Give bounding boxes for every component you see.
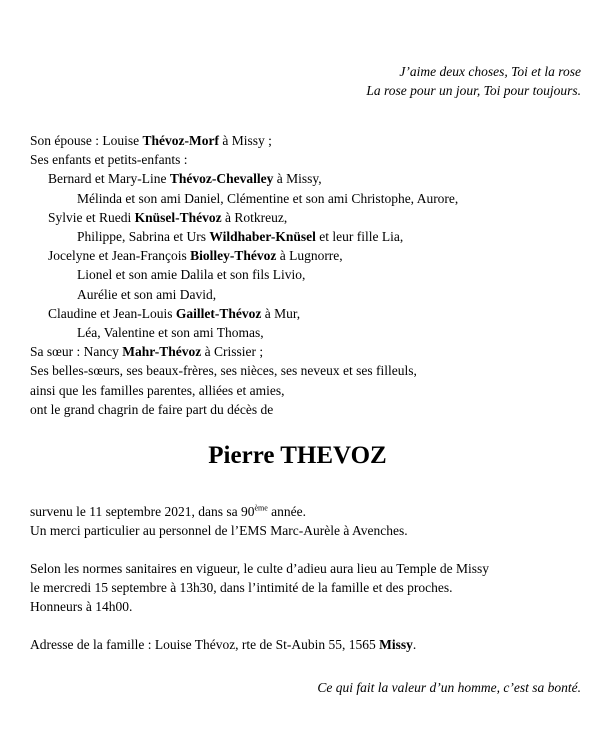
ceremony-line-1: Selon les normes sanitaires en vigueur, le culte d’adieu aura lieu au Temple de Missy (30, 561, 490, 576)
sister-name: Mahr-Thévoz (122, 344, 202, 360)
child-1-line (30, 169, 580, 188)
closing-quote: Ce qui fait la valeur d’un homme, c’est sa bonté. (317, 680, 581, 695)
spouse-suffix: à Missy ; (218, 133, 272, 148)
death-date-suffix: année. (267, 504, 307, 519)
spouse-line (30, 131, 580, 150)
honours-line: Honneurs à 14h00. (30, 599, 133, 614)
deceased-name: Pierre THEVOZ (208, 442, 387, 469)
quote-line-1: J’aime deux choses, Toi et la rose (399, 64, 581, 79)
ceremony-line-2: le mercredi 15 septembre à 13h30, dans l’intimité de la famille et des proches. (30, 580, 453, 595)
grandchildren-2-prefix: Philippe, Sabrina et Urs (77, 229, 210, 245)
child-1-name: Thévoz-Chevalley (169, 171, 274, 187)
death-date-prefix: survenu le 11 septembre 2021, dans sa 90 (30, 504, 255, 519)
child-4-prefix: Claudine et Jean-Louis (48, 305, 176, 321)
child-3-suffix: à Lugnorre, (276, 248, 343, 264)
thanks-line: Un merci particulier au personnel de l’EMS Marc-Aurèle à Avenches. (30, 523, 408, 538)
relatives-line: ainsi que les familles parentes, alliées et amies, (30, 382, 285, 398)
sister-suffix: à Crissier ; (201, 344, 264, 360)
children-heading: Ses enfants et petits-enfants : (30, 152, 188, 168)
child-1-suffix: à Missy, (273, 171, 322, 187)
child-1-prefix: Bernard et Mary-Line (48, 171, 170, 187)
quote-line-2: La rose pour un jour, Toi pour toujours. (366, 83, 581, 98)
spacer (30, 540, 585, 559)
grandchildren-2-suffix: et leur fille Lia, (315, 229, 404, 245)
child-2-line (30, 208, 580, 227)
child-3-line (30, 246, 580, 265)
spouse-prefix: Son épouse : Louise (30, 133, 143, 148)
ordinal-suffix: ème (254, 503, 268, 513)
spouse-name: Thévoz-Morf (142, 133, 219, 148)
announcement-line: ont le grand chagrin de faire part du décès de (30, 401, 274, 417)
address-suffix: . (412, 637, 417, 652)
child-4-name: Gaillet-Thévoz (175, 305, 262, 321)
address-prefix: Adresse de la famille : Louise Thévoz, rte de St-Aubin 55, 1565 (30, 637, 380, 652)
details-block (30, 502, 585, 654)
child-4-line (30, 304, 580, 323)
grandchildren-3a-line: Lionel et son amie Dalila et son fils Livio, (77, 267, 306, 283)
child-2-name: Knüsel-Thévoz (134, 209, 222, 225)
address-town: Missy (379, 637, 413, 652)
spacer (30, 616, 585, 635)
opening-quote (366, 62, 581, 100)
grandchildren-1-line: Mélinda et son ami Daniel, Clémentine et son ami Christophe, Aurore, (77, 190, 459, 206)
child-3-name: Biolley-Thévoz (190, 248, 277, 264)
death-date-line (30, 502, 585, 521)
grandchildren-2-name: Wildhaber-Knüsel (209, 229, 316, 245)
grandchildren-4-line: Léa, Valentine et son ami Thomas, (77, 325, 264, 341)
inlaws-line: Ses belles-sœurs, ses beaux-frères, ses nièces, ses neveux et ses filleuls, (30, 363, 417, 379)
address-line (30, 635, 585, 654)
sister-prefix: Sa sœur : Nancy (30, 344, 123, 360)
family-list (30, 131, 580, 419)
grandchildren-2-line (30, 227, 580, 246)
child-2-prefix: Sylvie et Ruedi (48, 209, 135, 225)
child-4-suffix: à Mur, (261, 305, 301, 321)
child-3-prefix: Jocelyne et Jean-François (48, 248, 191, 264)
sister-line (30, 342, 580, 361)
child-2-suffix: à Rotkreuz, (221, 209, 288, 225)
grandchildren-3b-line: Aurélie et son ami David, (77, 286, 217, 302)
